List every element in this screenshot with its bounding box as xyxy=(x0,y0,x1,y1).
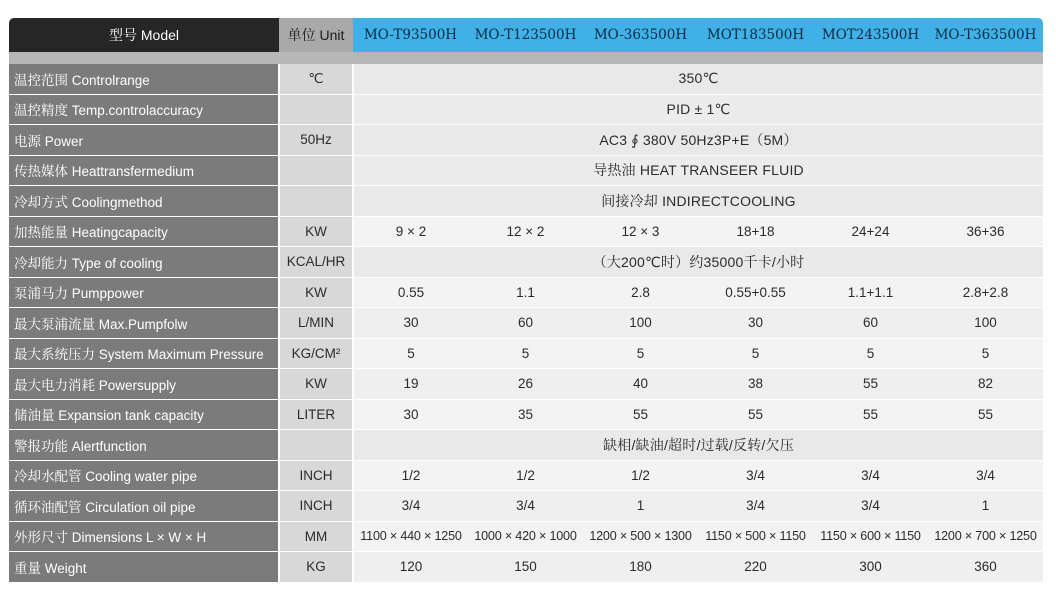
spec-unit xyxy=(279,155,353,186)
spec-row xyxy=(9,64,1043,94)
spec-value: 360 xyxy=(928,552,1043,583)
spec-value: 60 xyxy=(468,308,583,339)
spec-value: 5 xyxy=(583,338,698,369)
spec-value: 55 xyxy=(813,399,928,430)
model-column-header: MO-T123500H xyxy=(468,18,583,52)
spec-unit: KCAL/HR xyxy=(279,247,353,278)
spec-value: 30 xyxy=(698,308,813,339)
spec-value: 30 xyxy=(353,399,468,430)
unit-header: 单位 Unit xyxy=(279,18,353,52)
spec-row xyxy=(9,491,1043,522)
spec-value: 24+24 xyxy=(813,216,928,247)
spec-row xyxy=(9,369,1043,400)
spec-label: 最大电力消耗 Powersupply xyxy=(9,369,279,400)
header-row xyxy=(9,18,1043,52)
spec-value: 0.55+0.55 xyxy=(698,277,813,308)
spec-unit: LITER xyxy=(279,399,353,430)
spec-unit: 50Hz xyxy=(279,125,353,156)
spec-value: 0.55 xyxy=(353,277,468,308)
spec-value: 100 xyxy=(583,308,698,339)
spec-value-all-models: 350℃ xyxy=(353,64,1043,94)
spec-label: 泵浦马力 Pumppower xyxy=(9,277,279,308)
spec-unit: KG xyxy=(279,552,353,583)
spec-row xyxy=(9,308,1043,339)
spec-unit: ℃ xyxy=(279,64,353,94)
spec-value: 1 xyxy=(928,491,1043,522)
spec-label: 温控精度 Temp.controlaccuracy xyxy=(9,94,279,125)
spec-value: 19 xyxy=(353,369,468,400)
spec-unit xyxy=(279,94,353,125)
spec-unit: L/MIN xyxy=(279,308,353,339)
spec-value: 55 xyxy=(583,399,698,430)
spec-value: 18+18 xyxy=(698,216,813,247)
spec-row xyxy=(9,399,1043,430)
spec-value: 12 × 3 xyxy=(583,216,698,247)
spec-value: 40 xyxy=(583,369,698,400)
spec-value: 60 xyxy=(813,308,928,339)
spec-row xyxy=(9,216,1043,247)
spec-unit xyxy=(279,186,353,217)
header-divider xyxy=(9,52,1043,64)
spec-value: 1100 × 440 × 1250 xyxy=(353,521,468,552)
spec-unit: INCH xyxy=(279,491,353,522)
spec-value: 3/4 xyxy=(468,491,583,522)
spec-value: 1 xyxy=(583,491,698,522)
spec-value: 3/4 xyxy=(813,460,928,491)
spec-label: 最大泵浦流量 Max.Pumpfolw xyxy=(9,308,279,339)
spec-value: 300 xyxy=(813,552,928,583)
spec-value: 30 xyxy=(353,308,468,339)
model-column-header: MOT243500H xyxy=(813,18,928,52)
spec-value: 120 xyxy=(353,552,468,583)
spec-row xyxy=(9,186,1043,217)
spec-unit: KW xyxy=(279,369,353,400)
spec-value: 1200 × 500 × 1300 xyxy=(583,521,698,552)
spec-label: 最大系统压力 System Maximum Pressure xyxy=(9,338,279,369)
spec-value: 150 xyxy=(468,552,583,583)
spec-unit xyxy=(279,430,353,461)
spec-label: 温控范围 Controlrange xyxy=(9,64,279,94)
spec-unit: INCH xyxy=(279,460,353,491)
spec-unit: KG/CM² xyxy=(279,338,353,369)
spec-value: 1150 × 500 × 1150 xyxy=(698,521,813,552)
spec-table xyxy=(9,18,1043,583)
spec-label: 警报功能 Alertfunction xyxy=(9,430,279,461)
spec-value: 1/2 xyxy=(353,460,468,491)
spec-value: 1.1+1.1 xyxy=(813,277,928,308)
spec-label: 重量 Weight xyxy=(9,552,279,583)
spec-row xyxy=(9,552,1043,583)
spec-label: 冷却方式 Coolingmethod xyxy=(9,186,279,217)
spec-value: 82 xyxy=(928,369,1043,400)
spec-row xyxy=(9,460,1043,491)
spec-unit: MM xyxy=(279,521,353,552)
spec-value: 1.1 xyxy=(468,277,583,308)
model-column-header: MO-T93500H xyxy=(353,18,468,52)
spec-value: 3/4 xyxy=(698,491,813,522)
spec-value-all-models: 导热油 HEAT TRANSEER FLUID xyxy=(353,155,1043,186)
spec-value: 3/4 xyxy=(353,491,468,522)
spec-row xyxy=(9,338,1043,369)
spec-value: 5 xyxy=(813,338,928,369)
spec-value: 55 xyxy=(813,369,928,400)
spec-value: 1200 × 700 × 1250 xyxy=(928,521,1043,552)
spec-value: 220 xyxy=(698,552,813,583)
spec-row xyxy=(9,277,1043,308)
spec-value: 1/2 xyxy=(583,460,698,491)
spec-row xyxy=(9,521,1043,552)
spec-value: 2.8 xyxy=(583,277,698,308)
spec-value: 12 × 2 xyxy=(468,216,583,247)
spec-value: 100 xyxy=(928,308,1043,339)
spec-value: 1000 × 420 × 1000 xyxy=(468,521,583,552)
spec-value: 3/4 xyxy=(813,491,928,522)
spec-value-all-models: （大200℃时）约35000千卡/小时 xyxy=(353,247,1043,278)
spec-label: 冷却水配管 Cooling water pipe xyxy=(9,460,279,491)
spec-value: 2.8+2.8 xyxy=(928,277,1043,308)
spec-value: 55 xyxy=(698,399,813,430)
spec-label: 储油量 Expansion tank capacity xyxy=(9,399,279,430)
spec-row xyxy=(9,155,1043,186)
spec-label: 电源 Power xyxy=(9,125,279,156)
spec-value-all-models: 缺相/缺油/超时/过载/反转/欠压 xyxy=(353,430,1043,461)
spec-unit: KW xyxy=(279,216,353,247)
spec-value: 26 xyxy=(468,369,583,400)
model-column-header: MO-363500H xyxy=(583,18,698,52)
spec-value-all-models: AC3 ∮ 380V 50Hz3P+E（5M） xyxy=(353,125,1043,156)
spec-value: 180 xyxy=(583,552,698,583)
spec-value: 5 xyxy=(928,338,1043,369)
spec-label: 传热媒体 Heattransfermedium xyxy=(9,155,279,186)
spec-row xyxy=(9,430,1043,461)
model-column-header: MO-T363500H xyxy=(928,18,1043,52)
spec-label: 加热能量 Heatingcapacity xyxy=(9,216,279,247)
spec-value: 5 xyxy=(698,338,813,369)
spec-value: 5 xyxy=(353,338,468,369)
spec-value: 36+36 xyxy=(928,216,1043,247)
spec-label: 外形尺寸 Dimensions L × W × H xyxy=(9,521,279,552)
spec-value: 35 xyxy=(468,399,583,430)
spec-table-container xyxy=(9,18,1043,583)
spec-unit: KW xyxy=(279,277,353,308)
spec-row xyxy=(9,247,1043,278)
spec-value: 1/2 xyxy=(468,460,583,491)
model-header: 型号 Model xyxy=(9,18,279,52)
spec-label: 循环油配管 Circulation oil pipe xyxy=(9,491,279,522)
spec-value: 3/4 xyxy=(698,460,813,491)
spec-value: 9 × 2 xyxy=(353,216,468,247)
spec-value: 1150 × 600 × 1150 xyxy=(813,521,928,552)
spec-row xyxy=(9,94,1043,125)
spec-value-all-models: 间接冷却 INDIRECTCOOLING xyxy=(353,186,1043,217)
spec-table-body xyxy=(9,64,1043,582)
spec-row xyxy=(9,125,1043,156)
spec-value: 3/4 xyxy=(928,460,1043,491)
spec-label: 冷却能力 Type of cooling xyxy=(9,247,279,278)
spec-value-all-models: PID ± 1℃ xyxy=(353,94,1043,125)
spec-value: 55 xyxy=(928,399,1043,430)
spec-value: 38 xyxy=(698,369,813,400)
spec-value: 5 xyxy=(468,338,583,369)
model-column-header: MOT183500H xyxy=(698,18,813,52)
